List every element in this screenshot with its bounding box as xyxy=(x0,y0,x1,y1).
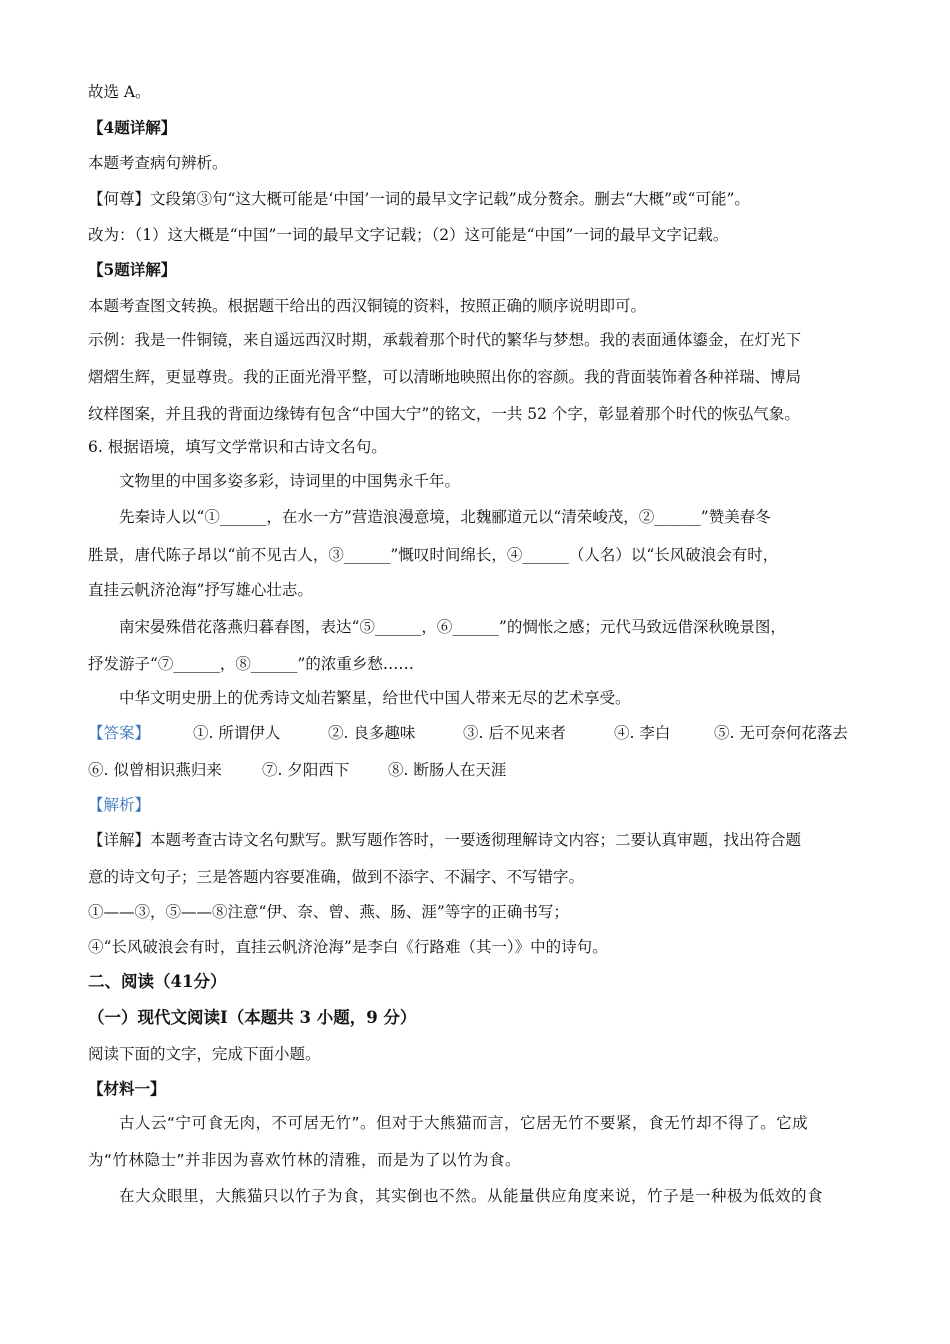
answer-item: ⑥. 似曾相识燕归来 xyxy=(88,761,222,779)
text-line: 本题考查病句辨析。 xyxy=(88,154,228,172)
text-line: 文物里的中国多姿多彩，诗词里的中国隽永千年。 xyxy=(119,472,461,490)
material-text-line: 为“竹林隐士”并非因为喜欢竹林的清雅，而是为了以竹为食。 xyxy=(88,1151,522,1169)
text-line: 南宋晏殊借花落燕归暮春图，表达“⑤______，⑥______”的惆怅之感；元代马致远借深秋晚景图， xyxy=(119,618,786,636)
analysis-label: 【解析】 xyxy=(88,796,151,814)
answer-item: ⑤. 无可奈何花落去 xyxy=(714,724,848,742)
text-line: 胜景，唐代陈子昂以“前不见古人，③______”慨叹时间绵长，④______（人名）以“长风破浪会有时， xyxy=(88,546,779,564)
answer-label: 【答案】 xyxy=(88,724,151,742)
answer-item: ④. 李白 xyxy=(614,724,671,742)
text-line: 意的诗文句子；三是答题内容要准确，做到不添字、不漏字、不写错字。 xyxy=(88,868,585,886)
subsection-title: （一）现代文阅读Ⅰ（本题共 3 小题，9 分） xyxy=(88,1008,417,1027)
answer-item: ⑧. 断肠人在天涯 xyxy=(388,761,507,779)
section-title: 二、阅读（41分） xyxy=(88,972,227,991)
question-6-prompt: 6. 根据语境，填写文学常识和古诗文名句。 xyxy=(88,438,387,456)
text-line: 纹样图案，并且我的背面边缘铸有包含“中国大宁”的铭文，一共 52 个字，彰显着那个时代的恢弘气象。 xyxy=(88,405,800,423)
material-one-heading: 【材料一】 xyxy=(88,1079,166,1098)
material-text-line: 古人云“宁可食无肉，不可居无竹”。但对于大熊猫而言，它居无竹不要紧，食无竹却不得了。它成 xyxy=(119,1114,809,1132)
text-line: 熠熠生辉，更显尊贵。我的正面光滑平整，可以清晰地映照出你的容颜。我的背面装饰着各种祥瑞、博局 xyxy=(88,368,802,386)
text-line: 故选 A。 xyxy=(88,83,151,101)
question-4-heading: 【4题详解】 xyxy=(88,118,177,137)
text-line: 中华文明史册上的优秀诗文灿若繁星，给世代中国人带来无尽的艺术享受。 xyxy=(119,689,631,707)
answer-item: ③. 后不见来者 xyxy=(463,724,566,742)
text-line: 本题考查图文转换。根据题干给出的西汉铜镜的资料，按照正确的顺序说明即可。 xyxy=(88,297,647,315)
answer-item: ②. 良多趣味 xyxy=(328,724,416,742)
answer-item: ⑦. 夕阳西下 xyxy=(262,761,350,779)
text-line: ①——③，⑤——⑧注意“伊、奈、曾、燕、肠、涯”等字的正确书写； xyxy=(88,903,569,921)
text-line: 【何尊】文段第③句“这大概可能是‘中国’一词的最早文字记载”成分赘余。删去“大概”或“可能”。 xyxy=(88,190,750,208)
material-text-line: 在大众眼里，大熊猫只以竹子为食，其实倒也不然。从能量供应角度来说，竹子是一种极为低效的食 xyxy=(119,1187,824,1205)
text-line: 先秦诗人以“①______，在水一方”营造浪漫意境，北魏郦道元以“清荣峻茂，②______”赞美春冬 xyxy=(119,508,771,526)
answer-item: ①. 所谓伊人 xyxy=(193,724,281,742)
text-line: 直挂云帆济沧海”抒写雄心壮志。 xyxy=(88,581,313,599)
text-line: 示例：我是一件铜镜，来自遥远西汉时期，承载着那个时代的繁华与梦想。我的表面通体鎏金，在灯光下 xyxy=(88,331,802,349)
text-line: 抒发游子“⑦______，⑧______”的浓重乡愁…… xyxy=(88,655,414,673)
text-line: 【详解】本题考查古诗文名句默写。默写题作答时，一要透彻理解诗文内容；二要认真审题，找出符合题 xyxy=(88,831,802,849)
question-5-heading: 【5题详解】 xyxy=(88,260,177,279)
text-line: ④“长风破浪会有时，直挂云帆济沧海”是李白《行路难（其一）》中的诗句。 xyxy=(88,938,608,956)
text-line: 改为：（1）这大概是“中国”一词的最早文字记载；（2）这可能是“中国”一词的最早文字记载。 xyxy=(88,226,729,244)
text-line: 阅读下面的文字，完成下面小题。 xyxy=(88,1045,321,1063)
